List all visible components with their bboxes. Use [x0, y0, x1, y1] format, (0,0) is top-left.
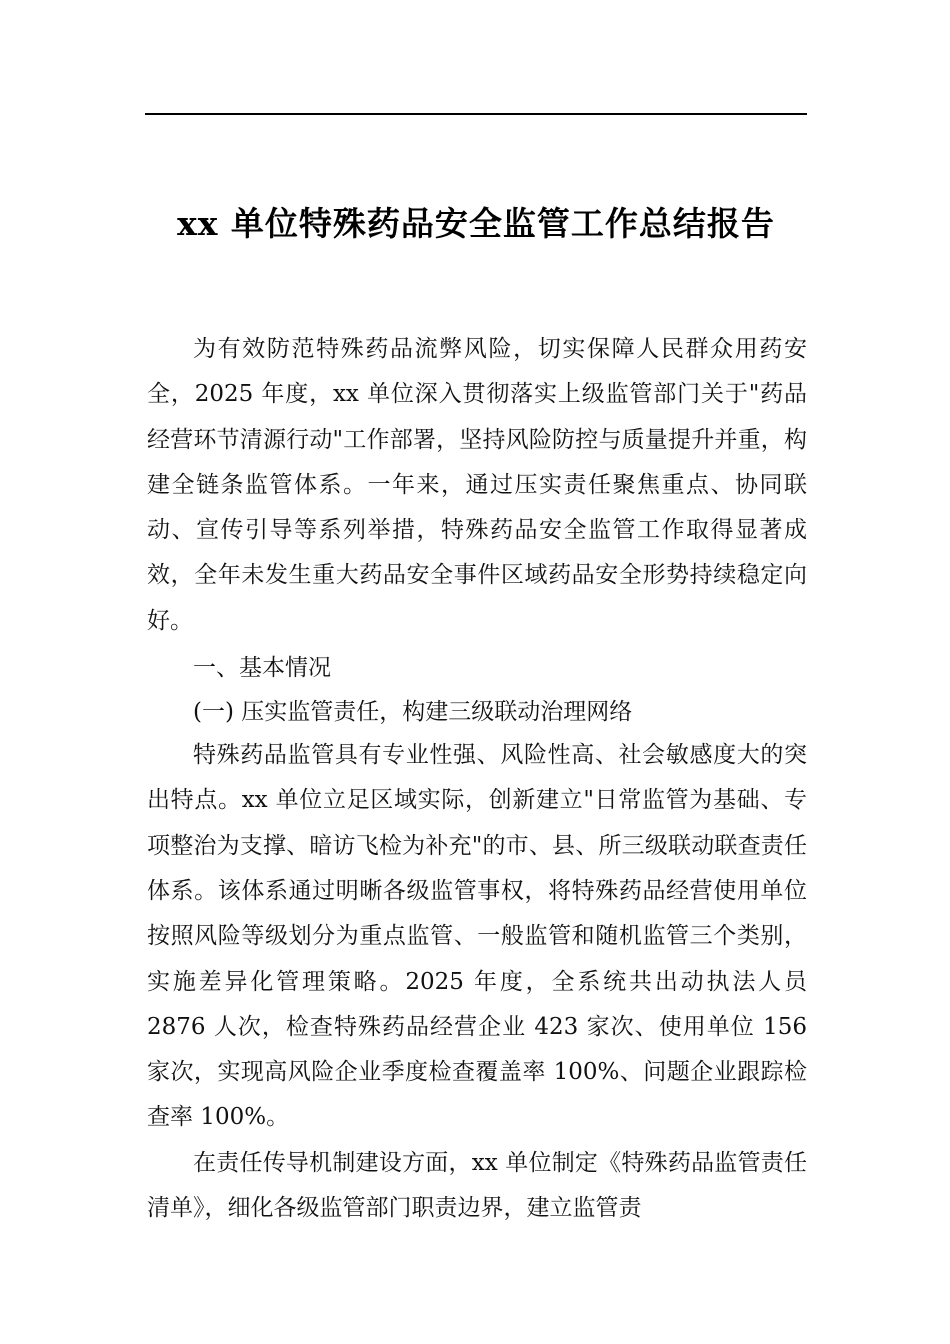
body-paragraph: 特殊药品监管具有专业性强、风险性高、社会敏感度大的突出特点。xx 单位立足区域实际，创新建立"日常监管为基础、专项整治为支撑、暗访飞检为补充"的市、县、所三级联动联查责任体系。该体系通过明晰各级监管事权，将特殊药品经营使用单位按照风险等级划分为重点监管、一般监管和随机监管三个类别，实施差异化管理策略。2025 年度，全系统共出动执法人员 2876 人次，检查特殊药品经营企业 423 家次、使用单位 156 家次，实现高风险企业季度检查覆盖率 100%、问题企业跟踪检查率 100%。	[147, 742, 807, 1131]
header-rule	[145, 113, 807, 115]
document-body	[147, 327, 807, 1231]
intro-paragraph: 为有效防范特殊药品流弊风险，切实保障人民群众用药安全，2025 年度，xx 单位深入贯彻落实上级监管部门关于"药品经营环节清源行动"工作部署，坚持风险防控与质量提升并重，构建全链条监管体系。一年来，通过压实责任聚焦重点、协同联动、宣传引导等系列举措，特殊药品安全监管工作取得显著成效，全年未发生重大药品安全事件区域药品安全形势持续稳定向好。	[147, 336, 807, 634]
document-title: xx 单位特殊药品安全监管工作总结报告	[177, 204, 775, 243]
section-heading: 一、基本情况	[193, 655, 331, 682]
subsection-heading: (一) 压实监管责任，构建三级联动治理网络	[193, 699, 633, 726]
body-paragraph-continued: 在责任传导机制建设方面，xx 单位制定《特殊药品监管责任清单》，细化各级监管部门职责边界，建立监管责	[147, 1149, 807, 1222]
